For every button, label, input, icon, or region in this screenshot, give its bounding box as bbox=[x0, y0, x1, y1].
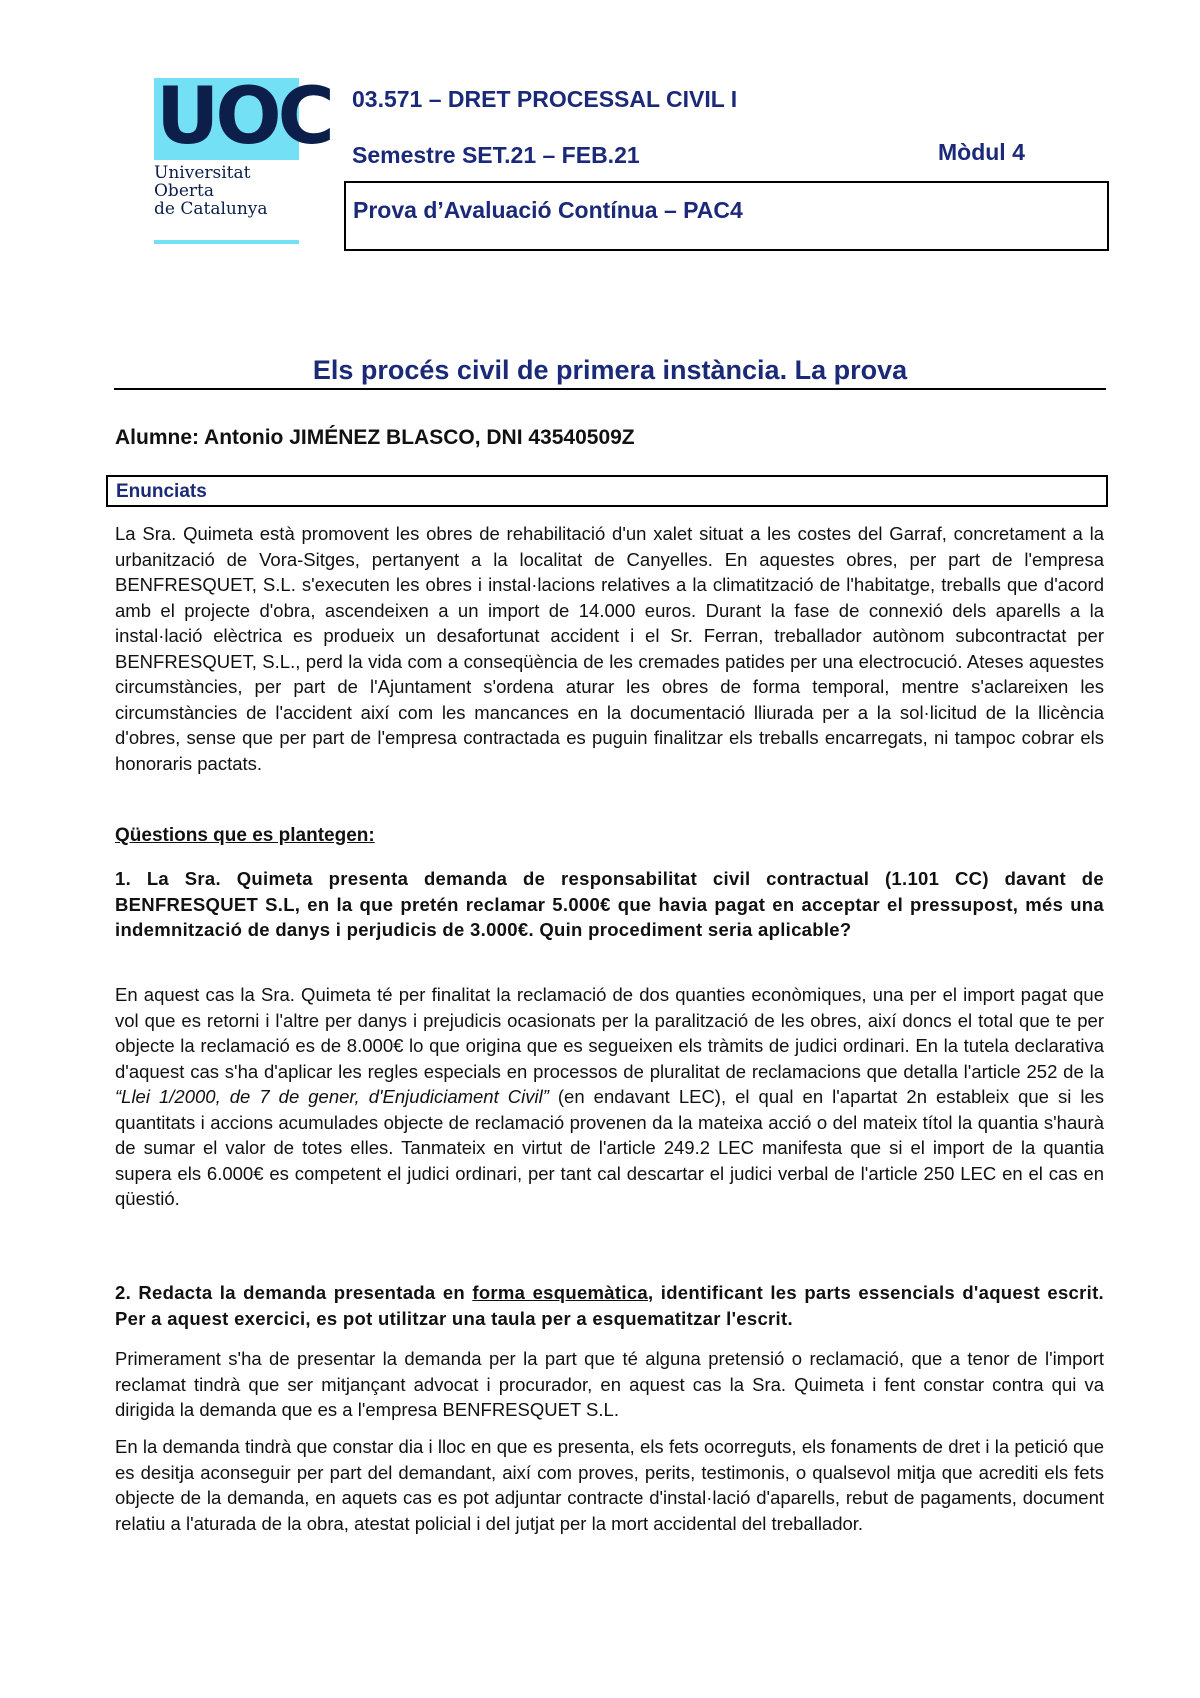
title-divider bbox=[114, 388, 1106, 390]
answer-1-law-citation: “Llei 1/2000, de 7 de gener, d'Enjudiciament Civil” bbox=[115, 1086, 549, 1107]
uoc-logo-line-1: Universitat bbox=[154, 163, 251, 183]
question-2 bbox=[115, 1280, 1104, 1331]
student-info: Alumne: Antonio JIMÉNEZ BLASCO, DNI 43540509Z bbox=[115, 426, 635, 449]
semester-label: Semestre SET.21 – FEB.21 bbox=[352, 142, 640, 168]
uoc-logo-underline bbox=[154, 240, 299, 244]
enunciats-box bbox=[106, 475, 1108, 507]
uoc-logo bbox=[154, 72, 331, 244]
question-2-underlined: forma esquemàtica bbox=[472, 1282, 648, 1303]
answer-2-paragraph-1: Primerament s'ha de presentar la demanda per la part que té alguna pretensió o reclamació, que a tenor de l'import reclamat tindrà que ser mitjançant advocat i procurador, en aquest cas la Sra. Quimeta i fent constar contra qui va dirigida la demanda que es a l'empresa BENFRESQUET S.L. bbox=[115, 1348, 1104, 1420]
document-title: Els procés civil de primera instància. La prova bbox=[312, 355, 908, 385]
assessment-title: Prova d’Avaluació Contínua – PAC4 bbox=[353, 197, 743, 223]
answer-1-part-2: (en endavant LEC), el qual en l'apartat 2n estableix que si les quantitats i accions acumulades objecte de reclamació provenen da la mateixa acció o del mateix títol la quantia s'haurà de sumar el valor de totes elles. Tanmateix en virtut de l'article 249.2 LEC manifesta que si el import de la quantia supera els 6.000€ es competent el judici ordinari, per tant cal descartar el judici verbal de l'article 250 LEC en el cas en qüestió. bbox=[115, 1086, 1104, 1209]
answer-1-part-1: En aquest cas la Sra. Quimeta té per finalitat la reclamació de dos quanties econòmiques, una per el import pagat que vol que es retorni i l'altre per danys i prejudicis ocasionats per la paralització de les obres, així doncs el total que te per objecte la reclamació es de 8.000€ lo que origina que es segueixen els tràmits de judici ordinari. En la tutela declarativa d'aquest cas s'ha d'aplicar les regles especials en processos de pluralitat de reclamacions que detalla l'article 252 de la bbox=[115, 984, 1104, 1082]
uoc-logo-block bbox=[154, 72, 331, 162]
uoc-logo-line-3: de Catalunya bbox=[154, 199, 268, 219]
uoc-logo-line-2: Oberta bbox=[154, 181, 214, 201]
question-2-part-1: 2. Redacta la demanda presentada en bbox=[115, 1282, 473, 1303]
module-label: Mòdul 4 bbox=[938, 139, 1025, 165]
answer-2-paragraph-2: En la demanda tindrà que constar dia i lloc en que es presenta, els fets ocorreguts, els fonaments de dret i la petició que es desitja aconseguir per part del demandant, així com proves, perits, testimonis, o qualsevol mitja que acrediti els fets objecte de la demanda, en aquets cas es pot adjuntar contracte d'instal·lació d'aparells, rebut de pagaments, document relatiu a l'aturada de la obra, atestat policial i del jutjat per la mort accidental del treballador. bbox=[115, 1436, 1104, 1534]
enunciats-label: Enunciats bbox=[116, 481, 207, 502]
questions-heading: Qüestions que es plantegen: bbox=[115, 825, 375, 846]
statement-paragraph: La Sra. Quimeta està promovent les obres de rehabilitació d'un xalet situat a les costes del Garraf, concretament a la urbanització de Vora-Sitges, pertanyent a la localitat de Canyelles. En aquestes obres, per part de l'empresa BENFRESQUET, S.L. s'executen les obres i instal·lacions relatives a la climatització de l'habitatge, treballs que d'acord amb el projecte d'obra, ascendeixen a un import de 14.000 euros. Durant la fase de connexió dels aparells a la instal·lació elèctrica es produeix un desafortunat accident i el Sr. Ferran, treballador autònom subcontractat per BENFRESQUET, S.L., perd la vida com a conseqüència de les cremades patides per una electrocució. Ateses aquestes circumstàncies, per part de l'Ajuntament s'ordena aturar les obres de forma temporal, mentre s'aclareixen les circumstàncies de l'accident així com les mancances en la documentació lliurada per a la sol·licitud de la llicència d'obres, sense que per part de l'empresa contractada es puguin finalitzar els treballs encarregats, ni tampoc cobrar els honoraris pactats. bbox=[115, 523, 1104, 774]
course-title: 03.571 – DRET PROCESSAL CIVIL I bbox=[352, 86, 738, 112]
answer-1 bbox=[115, 982, 1104, 1212]
uoc-logo-letters: UOC bbox=[156, 72, 331, 162]
uoc-logo-name bbox=[154, 164, 268, 218]
assessment-box bbox=[344, 181, 1109, 251]
question-1: 1. La Sra. Quimeta presenta demanda de responsabilitat civil contractual (1.101 CC) davant de BENFRESQUET S.L, en la que pretén reclamar 5.000€ que havia pagat en acceptar el pressupost, més una indemnització de danys i perjudicis de 3.000€. Quin procediment seria aplicable? bbox=[115, 868, 1104, 940]
question-2-part-2: , identificant les parts essencials d'aquest escrit. Per a aquest exercici, es pot utilitzar una taula per a esquematitzar l'escrit. bbox=[115, 1282, 1104, 1329]
